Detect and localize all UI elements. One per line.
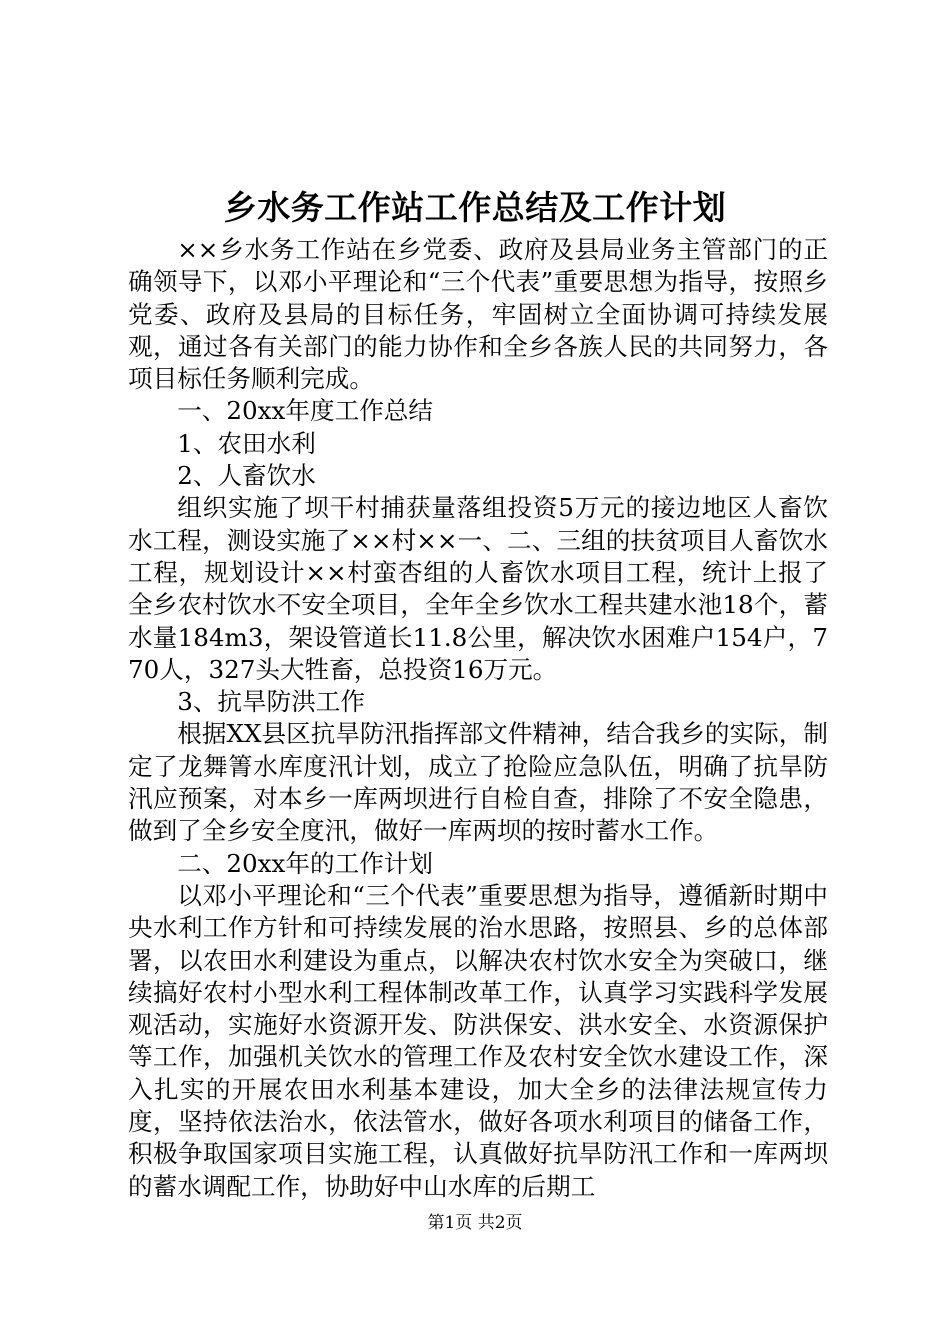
document-title: 乡水务工作站工作总结及工作计划 [223,188,727,227]
intro-paragraph: ××乡水务工作站在乡党委、政府及县局业务主管部门的正确领导下，以邓小平理论和“三个代表”重要思想为指导，按照乡党委、政府及县局的目标任务，牢固树立全面协调可持续发展观，通过各有关部门的能力协作和全乡各族人民的共同努力，各项目标任务顺利完成。 [128,235,828,394]
subheading-drinking-water: 2、人畜饮水 [177,461,316,491]
section-heading-plan: 二、20xx年的工作计划 [177,848,433,878]
drought-flood-paragraph: 根据XX县区抗旱防汛指挥部文件精神，结合我乡的实际，制定了龙舞箐水库度汛计划，成立了抢险应急队伍，明确了抗旱防汛应预案，对本乡一库两坝进行自检自查，排除了不安全隐患，做到了全乡安全度汛，做好一库两坝的按时蓄水工作。 [128,719,828,846]
plan-paragraph: 以邓小平理论和“三个代表”重要思想为指导，遵循新时期中央水利工作方针和可持续发展的治水思路，按照县、乡的总体部署，以农田水利建设为重点，以解决农村饮水安全为突破口，继续搞好农村小型水利工程体制改革工作，认真学习实践科学发展观活动，实施好水资源开发、防洪保安、洪水安全、水资源保护等工作，加强机关饮水的管理工作及农村安全饮水建设工作，深入扎实的开展农田水利基本建设，加大全乡的法律法规宣传力度，坚持依法治水，依法管水，做好各项水利项目的储备工作，积极争取国家项目实施工程，认真做好抗旱防汛工作和一库两坝的蓄水调配工作，协助好中山水库的后期工 [128,880,828,1201]
drinking-water-paragraph: 组织实施了坝干村捕获量落组投资5万元的接边地区人畜饮水工程，测设实施了××村××一、二、三组的扶贫项目人畜饮水工程，规划设计××村蛮杏组的人畜饮水项目工程，统计上报了全乡农村饮水不安全项目，全年全乡饮水工程共建水池18个，蓄水量184m3，架设管道长11.8公里，解决饮水困难户154户，770人，327头大牲畜，总投资16万元。 [128,493,828,684]
page-footer: 第1页 共2页 [427,1213,523,1233]
subheading-farmland-irrigation: 1、农田水利 [177,428,316,458]
document-body [128,234,828,1203]
section-heading-summary: 一、20xx年度工作总结 [177,396,433,426]
subheading-drought-flood: 3、抗旱防洪工作 [177,687,365,717]
